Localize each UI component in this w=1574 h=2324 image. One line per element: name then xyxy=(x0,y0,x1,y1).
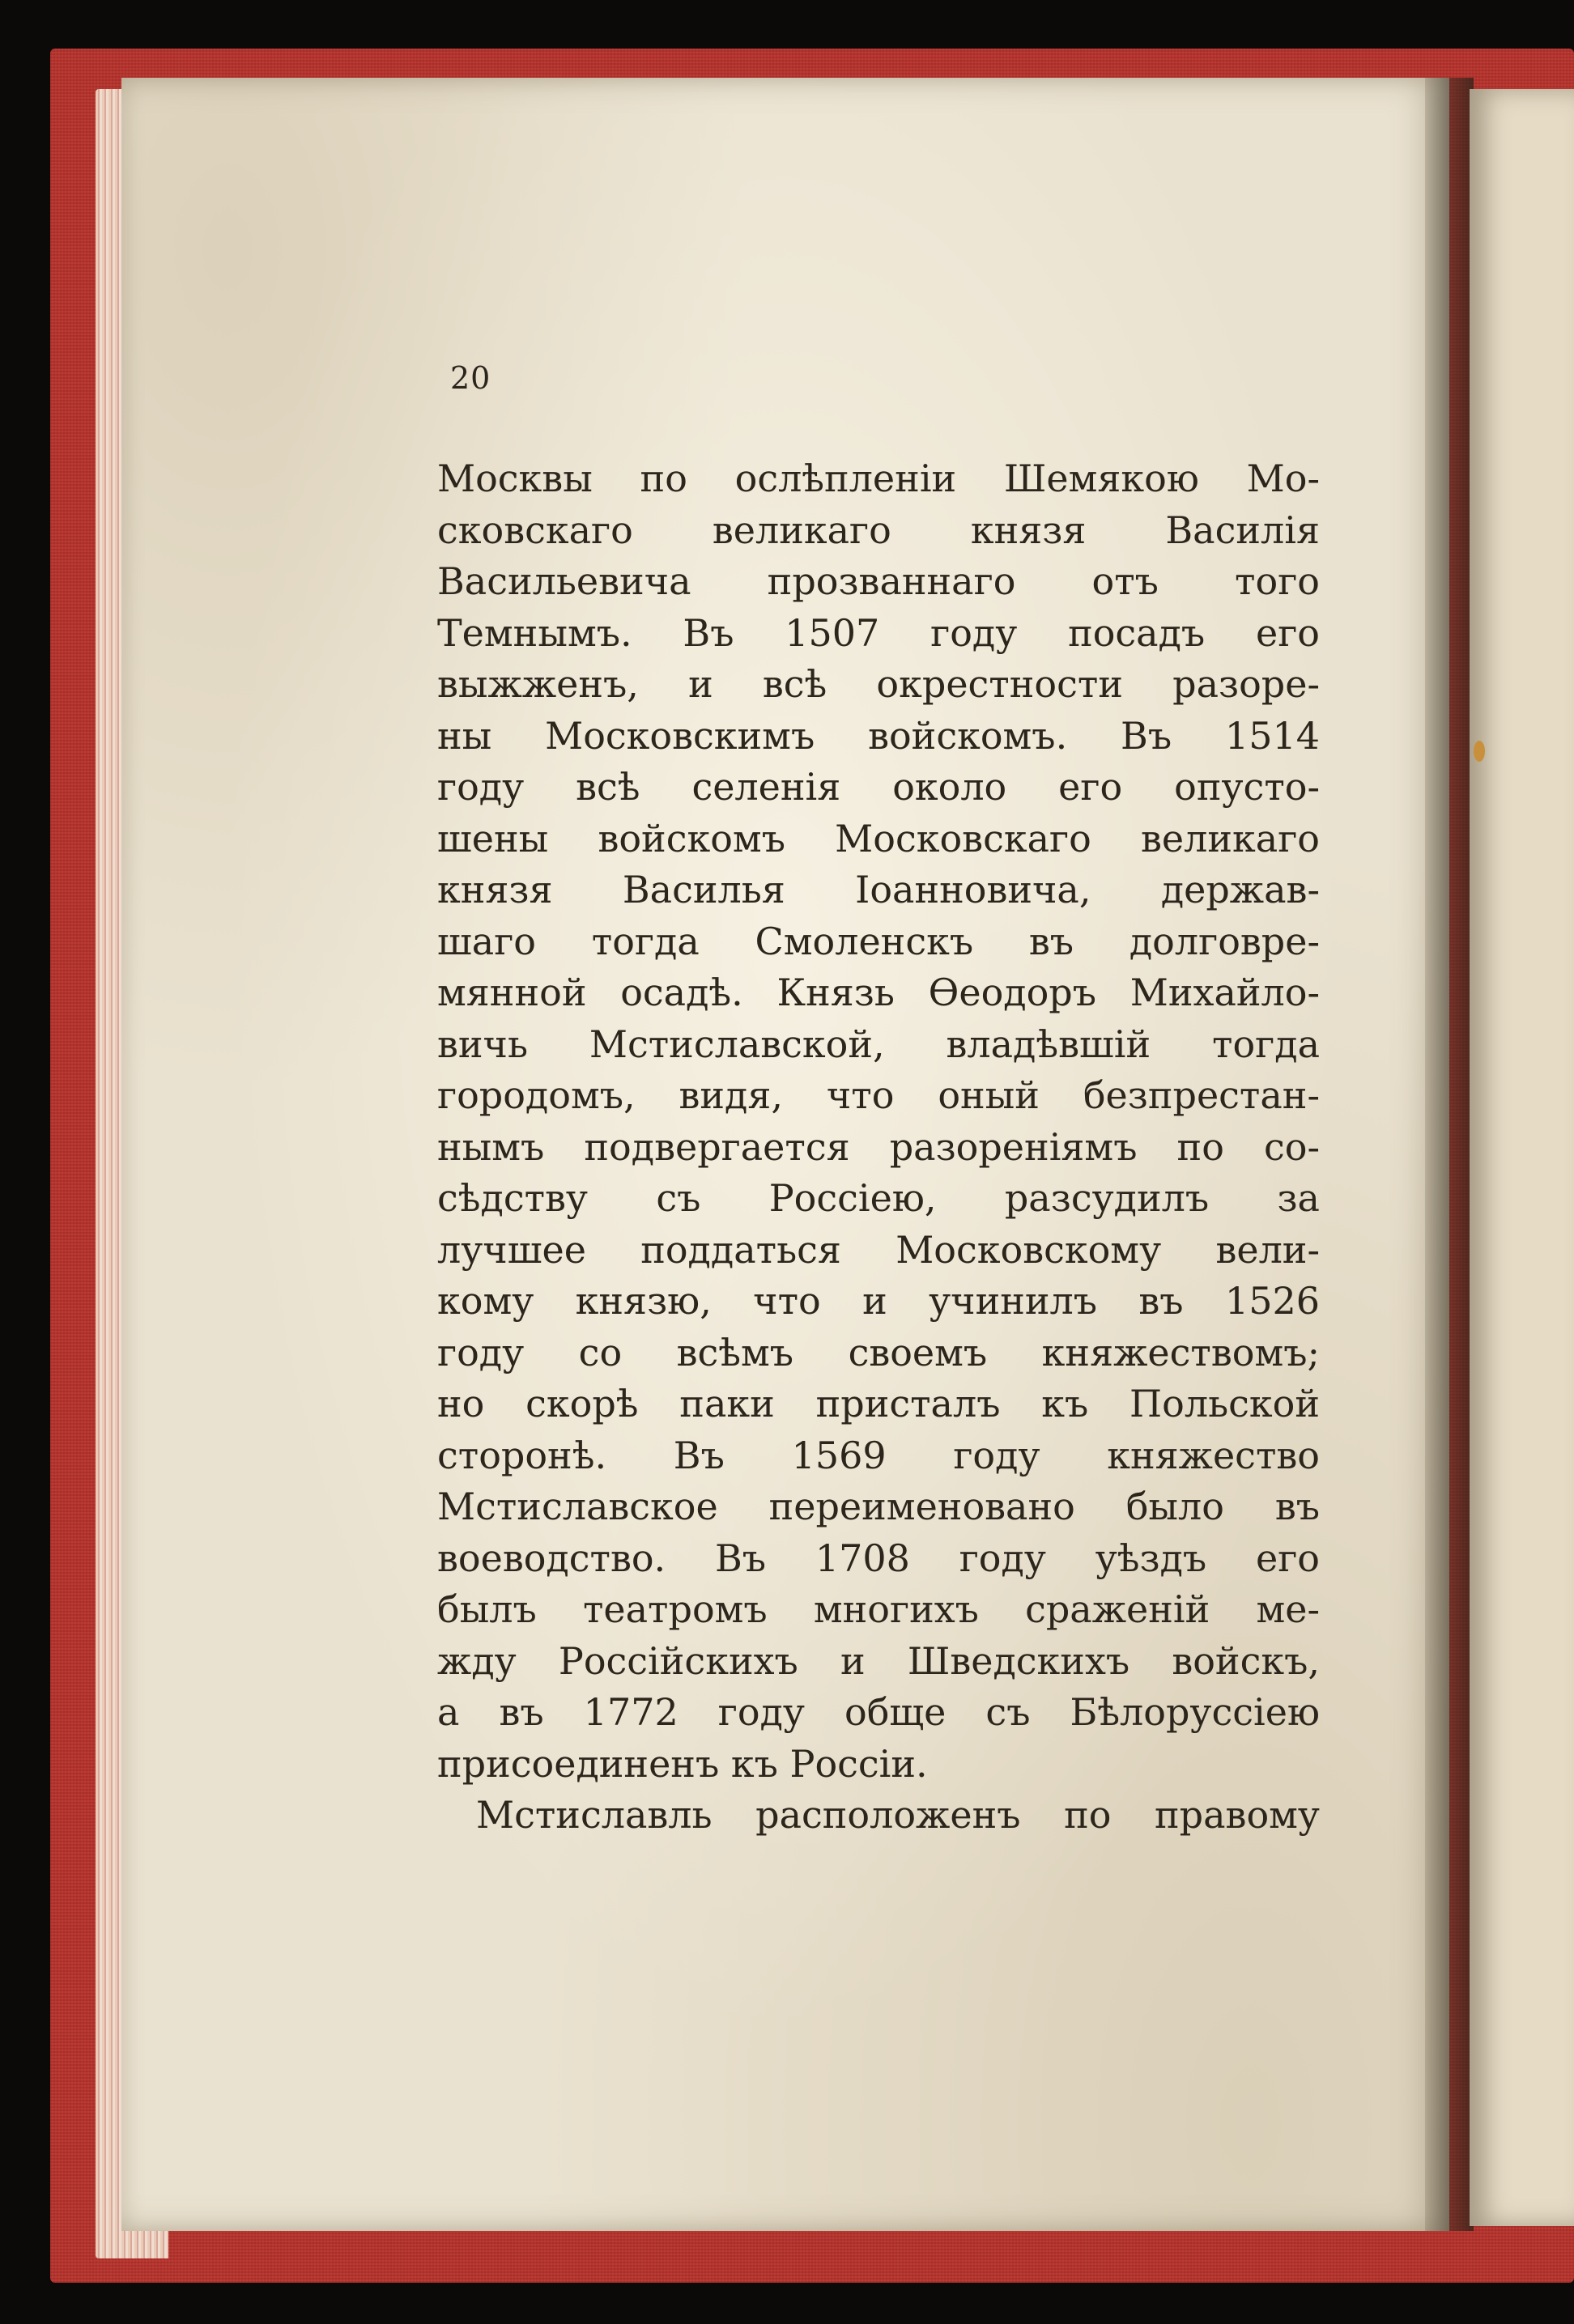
text-line: ны Московскимъ войскомъ. Въ 1514 xyxy=(437,713,1320,758)
text-line: сторонѣ. Въ 1569 году княжество xyxy=(437,1433,1320,1477)
text-line: Васильевича прозваннаго отъ того xyxy=(437,559,1320,603)
page-text xyxy=(437,453,1320,1842)
text-line: году всѣ селенія около его опусто- xyxy=(437,765,1320,809)
text-line: воеводство. Въ 1708 году уѣздъ его xyxy=(437,1536,1320,1580)
text-line: но скорѣ паки присталъ къ Польской xyxy=(437,1382,1320,1425)
text-line: жду Россійскихъ и Шведскихъ войскъ, xyxy=(437,1638,1320,1683)
text-line: былъ театромъ многихъ сраженій ме- xyxy=(437,1587,1320,1631)
text-line: выжженъ, и всѣ окрестности разоре- xyxy=(437,662,1320,706)
text-line: Москвы по ослѣпленіи Шемякою Мо- xyxy=(437,457,1320,500)
text-line: вичь Мстиславской, владѣвшій тогда xyxy=(437,1022,1320,1066)
text-line: сковскаго великаго князя Василія xyxy=(437,508,1320,552)
text-line: сѣдству съ Россіею, разсудилъ за xyxy=(437,1176,1320,1220)
text-line: лучшее поддаться Московскому вели- xyxy=(437,1227,1320,1272)
text-line: году со всѣмъ своемъ княжествомъ; xyxy=(437,1330,1320,1374)
text-line: Мстиславское переименовано было въ xyxy=(437,1485,1320,1528)
text-line: мянной осадѣ. Князь Ѳеодоръ Михайло- xyxy=(437,971,1320,1014)
page-number: 20 xyxy=(450,360,491,396)
book-gutter xyxy=(1425,78,1474,2231)
text-line: шаго тогда Смоленскъ въ долговре- xyxy=(437,919,1320,963)
text-line: нымъ подвергается разореніямъ по со- xyxy=(437,1124,1320,1169)
text-line: шены войскомъ Московскаго великаго xyxy=(437,816,1320,860)
paper-stain xyxy=(1474,741,1485,762)
text-line: Мстиславль расположенъ по правому xyxy=(476,1793,1320,1837)
text-line: князя Василья Іоанновича, держав- xyxy=(437,868,1320,911)
text-line: кому князю, что и учинилъ въ 1526 xyxy=(437,1279,1320,1323)
text-line: Темнымъ. Въ 1507 году посадъ его xyxy=(437,610,1320,655)
text-line: а въ 1772 году обще съ Бѣлоруссіею xyxy=(437,1690,1320,1734)
text-line: присоединенъ къ Россіи. xyxy=(437,1741,928,1786)
text-line: городомъ, видя, что оный безпрестан- xyxy=(437,1073,1320,1117)
right-page xyxy=(1470,89,1574,2226)
